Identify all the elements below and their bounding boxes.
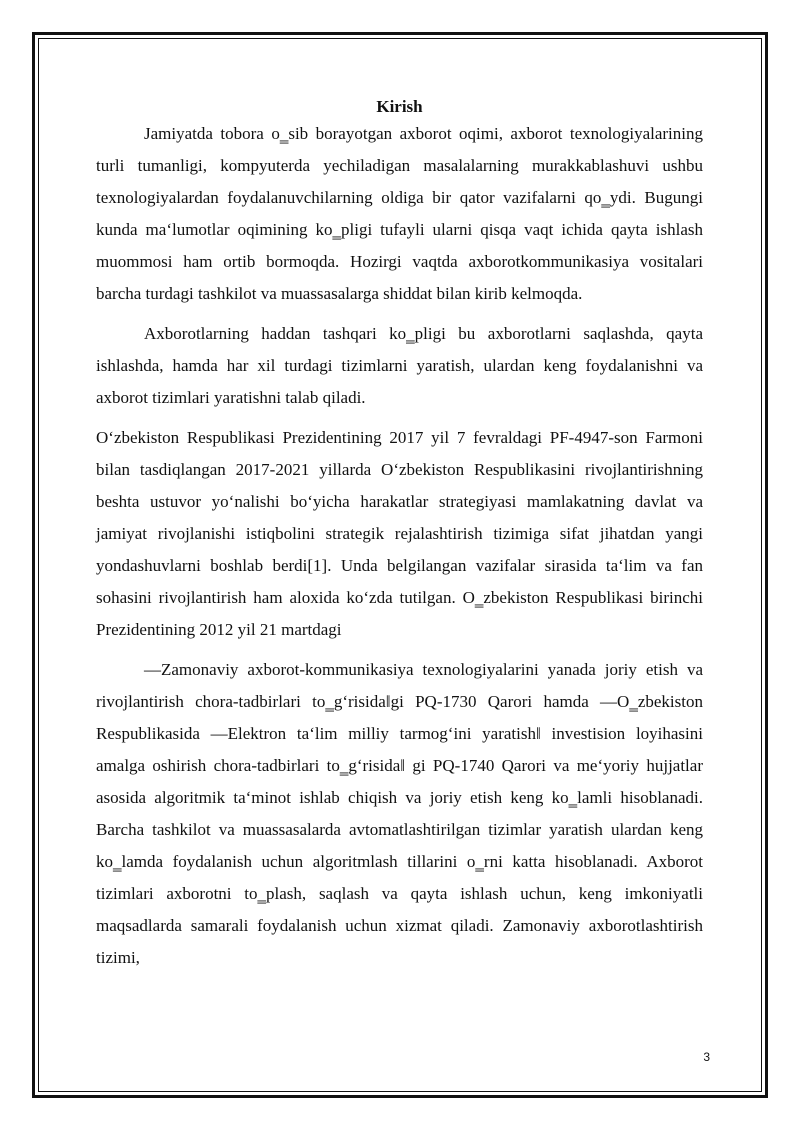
paragraph-1: Jamiyatda tobora o‗sib borayotgan axborot oqimi, axborot texnologiyalarining turli tumanligi, kompyuterda yechiladigan masalalarning murakkablashuvi ushbu texnologiyalardan foydalanuvchilarning oldiga bir qator vazifalarni qo‗ydi. Bugungi kunda ma‘lumotlar oqimining ko‗pligi tufayli ularni qisqa vaqt ichida qayta ishlash muommosi ham ortib bormoqda. Hozirgi vaqtda axborotkommunikasiya vositalari barcha turdagi tashkilot va muassasalarga shiddat bilan kirib kelmoqda.	[96, 124, 703, 303]
paragraph-3: O‘zbekiston Respublikasi Prezidentining 2017 yil 7 fevraldagi PF-4947-son Farmoni bilan tasdiqlangan 2017-2021 yillarda O‘zbekiston Respublikasini rivojlantirishning beshta ustuvor yo‘nalishi bo‘yicha harakatlar strategiyasi mamlakatning davlat va jamiyat rivojlanishi istiqbolini strategik rejalashtirish tizimiga sifat jihatdan yangi yondashuvlarni boshlab berdi[1]. Unda belgilangan vazifalar sirasida ta‘lim va fan sohasini rivojlantirish ham aloxida ko‘zda tutilgan. O‗zbekiston Respublikasi birinchi Prezidentining 2012 yil 21 martdagi	[96, 428, 703, 639]
document-title: Kirish	[376, 97, 423, 116]
document-body	[96, 96, 703, 974]
page-number: 3	[703, 1050, 710, 1064]
paragraph-4: ―Zamonaviy axborot-kommunikasiya texnologiyalarini yanada joriy etish va rivojlantirish chora-tadbirlari to‗g‘risida‖gi PQ-1730 Qarori hamda ―O‗zbekiston Respublikasida ―Elektron ta‘lim milliy tarmog‘ini yaratish‖ investision loyihasini amalga oshirish chora-tadbirlari to‗g‘risida‖ gi PQ-1740 Qarori va me‘yoriy hujjatlar asosida algoritmik ta‘minot ishlab chiqish va joriy etish keng ko‗lamli hisoblanadi. Barcha tashkilot va muassasalarda avtomatlashtirilgan tizimlar yaratish ulardan keng ko‗lamda foydalanish uchun algoritmlash tillarini o‗rni katta hisoblanadi. Axborot tizimlari axborotni to‗plash, saqlash va qayta ishlash uchun, keng imkoniyatli maqsadlarda samarali foydalanish uchun xizmat qiladi. Zamonaviy axborotlashtirish tizimi,	[96, 660, 703, 967]
paragraph-2: Axborotlarning haddan tashqari ko‗pligi bu axborotlarni saqlashda, qayta ishlashda, hamda har xil turdagi tizimlarni yaratish, ulardan keng foydalanishni va axborot tizimlari yaratishni talab qiladi.	[96, 324, 703, 407]
